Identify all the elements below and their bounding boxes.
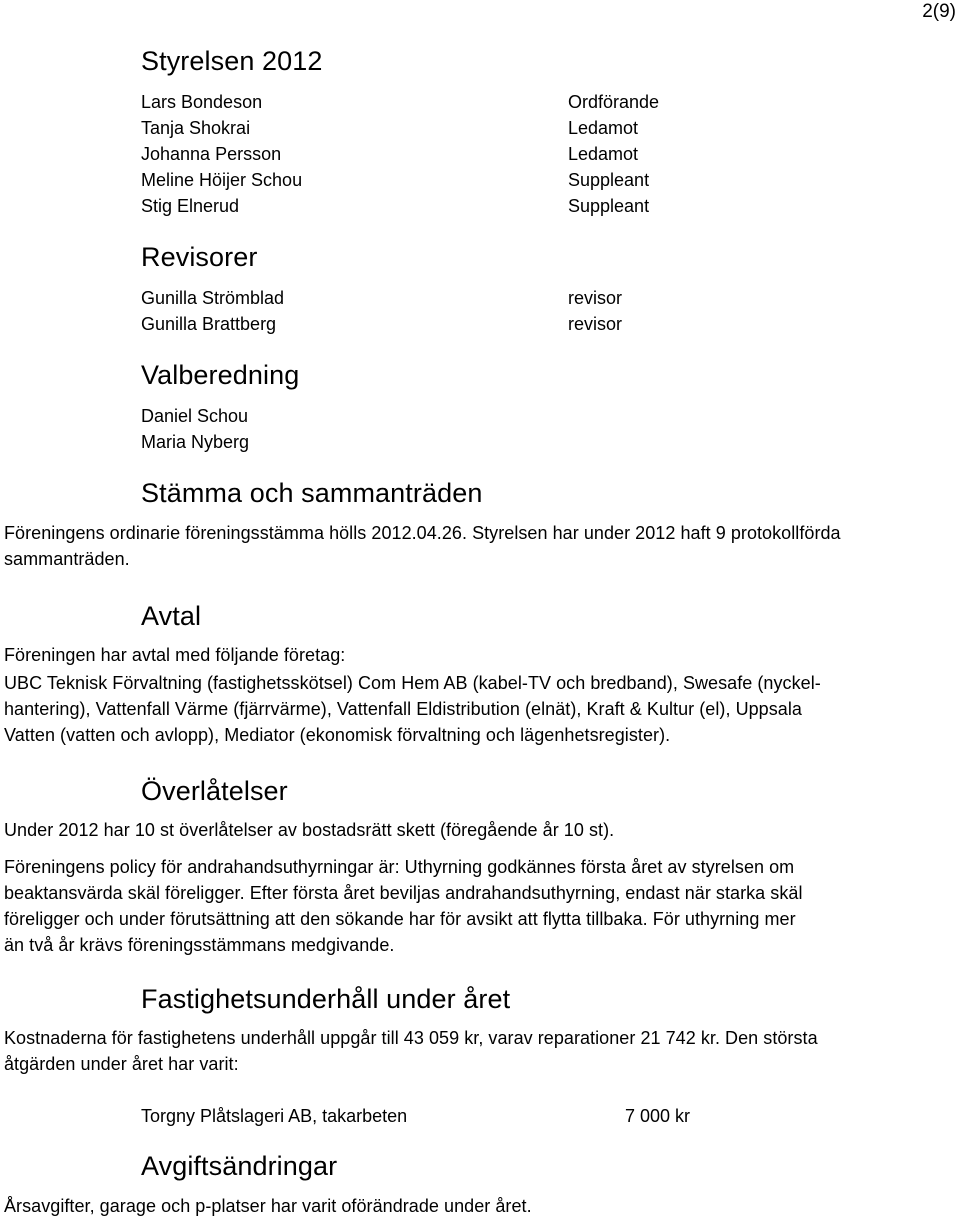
subletting-policy-line: Föreningens policy för andrahandsuthyrningar är: Uthyrning godkännes första året av styrelsen om bbox=[4, 857, 795, 877]
board-member-role: Suppleant bbox=[568, 196, 650, 216]
agreements-text-line: UBC Teknisk Förvaltning (fastighetsskötsel) Com Hem AB (kabel-TV och bredband), Swesafe (nyckel- bbox=[4, 673, 821, 693]
meetings-text-line: sammanträden. bbox=[4, 549, 130, 569]
board-heading: Styrelsen 2012 bbox=[141, 46, 323, 76]
agreements-text-line: hantering), Vattenfall Värme (fjärrvärme), Vattenfall Eldistribution (elnät), Kraft & Kultur (el), Uppsala bbox=[4, 699, 802, 719]
subletting-policy-line: beaktansvärda skäl föreligger. Efter första året beviljas andrahandsuthyrning, endast när starka skäl bbox=[4, 883, 803, 903]
subletting-policy-line: än två år krävs föreningsstämmans medgivande. bbox=[4, 935, 395, 955]
nomination-member: Maria Nyberg bbox=[141, 432, 250, 452]
maintenance-heading: Fastighetsunderhåll under året bbox=[141, 984, 511, 1014]
auditors-heading: Revisorer bbox=[141, 242, 258, 272]
board-member-role: Ledamot bbox=[568, 118, 639, 138]
maintenance-item-amount: 7 000 kr bbox=[625, 1106, 691, 1126]
maintenance-item-label: Torgny Plåtslageri AB, takarbeten bbox=[141, 1106, 408, 1126]
fees-text: Årsavgifter, garage och p-platser har varit oförändrade under året. bbox=[4, 1196, 532, 1216]
board-member-name: Lars Bondeson bbox=[141, 92, 263, 112]
board-member-name: Meline Höijer Schou bbox=[141, 170, 303, 190]
board-member-name: Tanja Shokrai bbox=[141, 118, 251, 138]
meetings-heading: Stämma och sammanträden bbox=[141, 478, 483, 508]
board-member-role: Ledamot bbox=[568, 144, 639, 164]
page-number: 2(9) bbox=[922, 1, 956, 22]
auditor-name: Gunilla Brattberg bbox=[141, 314, 277, 334]
auditor-role: revisor bbox=[568, 314, 623, 334]
nomination-member: Daniel Schou bbox=[141, 406, 249, 426]
agreements-heading: Avtal bbox=[141, 601, 202, 631]
subletting-policy-line: föreligger och under förutsättning att den sökande har för avsikt att flytta tillbaka. För uthyrning mer bbox=[4, 909, 796, 929]
maintenance-text-line: Kostnaderna för fastighetens underhåll uppgår till 43 059 kr, varav reparationer 21 742 kr. Den största bbox=[4, 1028, 818, 1048]
transfers-heading: Överlåtelser bbox=[141, 776, 288, 806]
transfers-summary: Under 2012 har 10 st överlåtelser av bostadsrätt skett (föregående år 10 st). bbox=[4, 820, 615, 840]
agreements-text-line: Föreningen har avtal med följande företag: bbox=[4, 645, 346, 665]
auditor-name: Gunilla Strömblad bbox=[141, 288, 285, 308]
fees-heading: Avgiftsändringar bbox=[141, 1151, 338, 1181]
auditor-role: revisor bbox=[568, 288, 623, 308]
nomination-heading: Valberedning bbox=[141, 360, 300, 390]
agreements-text-line: Vatten (vatten och avlopp), Mediator (ekonomisk förvaltning och lägenhetsregister). bbox=[4, 725, 671, 745]
board-member-name: Stig Elnerud bbox=[141, 196, 240, 216]
meetings-text-line: Föreningens ordinarie föreningsstämma hölls 2012.04.26. Styrelsen har under 2012 haft 9 protokollförda bbox=[4, 523, 841, 543]
board-member-role: Ordförande bbox=[568, 92, 660, 112]
maintenance-text-line: åtgärden under året har varit: bbox=[4, 1054, 239, 1074]
board-member-name: Johanna Persson bbox=[141, 144, 282, 164]
board-member-role: Suppleant bbox=[568, 170, 650, 190]
